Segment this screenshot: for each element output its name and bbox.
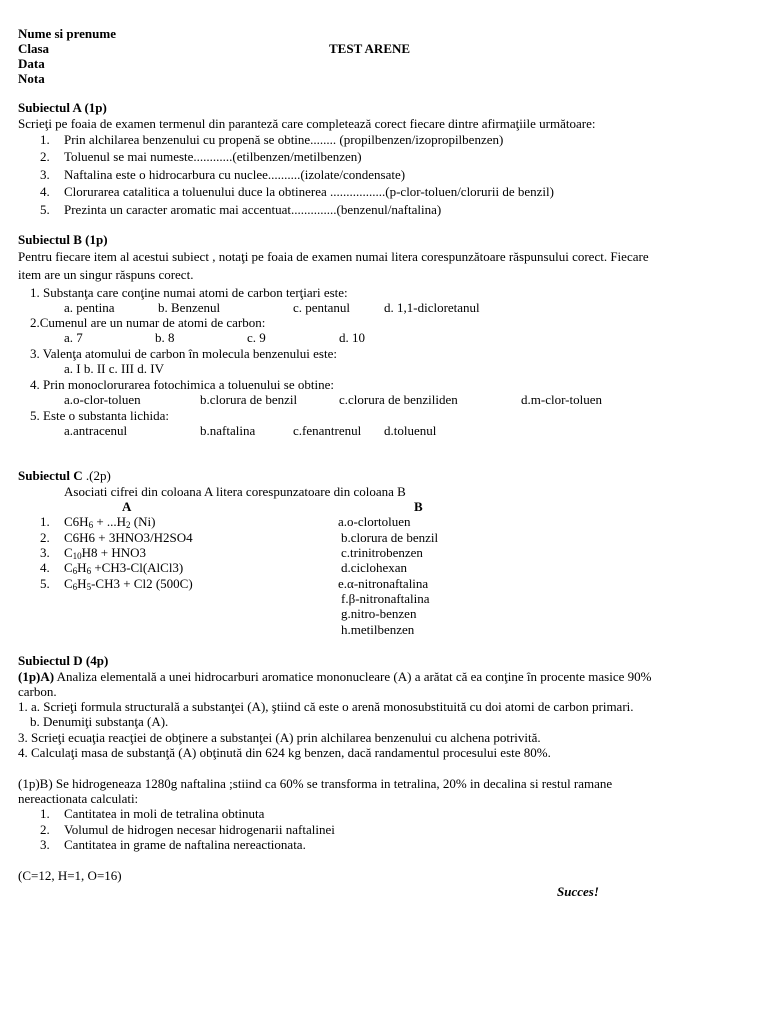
part-b-item-num: 1. — [40, 806, 50, 821]
section-a-item-num: 1. — [40, 132, 50, 147]
column-b-header: B — [414, 499, 423, 514]
section-a-instruction: Scrieţi pe foaia de examen termenul din paranteză care completează corect fiecare dintre afirmaţiile următoare: — [18, 116, 596, 131]
column-a-item: $C_6H_5-CH3 + Cl2$ (500C) — [64, 576, 193, 592]
part-a-question-1b: b. Denumiţi substanţa (A). — [30, 714, 169, 729]
section-a-item: Naftalina este o hidrocarbura cu nuclee..........(izolate/condensate) — [64, 167, 406, 182]
section-a-heading: Subiectul A (1p) — [18, 100, 107, 115]
date-label: Data — [18, 56, 45, 71]
option-d: d. 10 — [339, 330, 365, 345]
part-b-item-num: 3. — [40, 837, 50, 852]
option-b: b. 8 — [155, 330, 175, 345]
option-b: b. Benzenul — [158, 300, 221, 315]
column-b-item: d.ciclohexan — [341, 560, 408, 575]
option-a: a. 7 — [64, 330, 83, 345]
column-b-item: c.trinitrobenzen — [341, 545, 423, 560]
option-d: d.m-clor-toluen — [521, 392, 602, 407]
column-b-item: a.o-clortoluen — [338, 514, 411, 529]
page-title: TEST ARENE — [329, 41, 411, 56]
section-d-part-b: (1p)B) Se hidrogeneaza 1280g naftalina ;stiind ca 60% se transforma in tetralina, 20% in decalina si restul ramane — [18, 776, 613, 791]
column-a-item-tail: -CH3 + Cl2 (500C) — [91, 576, 193, 591]
option-d: d. 1,1-dicloretanul — [384, 300, 480, 315]
option-c: c. pentanul — [293, 300, 351, 315]
part-b-item: Volumul de hidrogen necesar hidrogenarii naftalinei — [64, 822, 335, 837]
section-d-part-a — [18, 669, 651, 684]
section-c-instruction: Asociati cifrei din coloana A litera corespunzatoare din coloana B — [64, 484, 406, 499]
part-b-item-num: 2. — [40, 822, 50, 837]
class-label: Clasa — [18, 41, 50, 56]
column-a-num: 1. — [40, 514, 50, 529]
column-b-item: b.clorura de benzil — [341, 530, 439, 545]
section-b-heading: Subiectul B (1p) — [18, 232, 108, 247]
column-a-num: 4. — [40, 560, 50, 575]
section-a-item-num: 3. — [40, 167, 50, 182]
option-c: c.clorura de benziliden — [339, 392, 458, 407]
name-label: Nume si prenume — [18, 26, 116, 41]
option-a: a.antracenul — [64, 423, 128, 438]
section-a-item: Prin alchilarea benzenului cu propenă se obtine........ (propilbenzen/izopropilbenzen) — [64, 132, 504, 147]
question-2: 2.Cumenul are un numar de atomi de carbon: — [30, 315, 266, 330]
column-a-item: C6H6 + 3HNO3/H2SO4 — [64, 530, 193, 545]
section-d-heading: Subiectul D (4p) — [18, 653, 109, 668]
question-4: 4. Prin monoclorurarea fotochimica a toluenului se obtine: — [30, 377, 334, 392]
option-b: b.naftalina — [200, 423, 256, 438]
column-a-item: $C_6H_6$ +CH3-Cl(AlCl3) — [64, 560, 184, 576]
question-5: 5. Este o substanta lichida: — [30, 408, 170, 423]
option-c: c. 9 — [247, 330, 266, 345]
option-a: a.o-clor-toluen — [64, 392, 141, 407]
question-1: 1. Substanţa care conţine numai atomi de carbon terţiari este: — [30, 285, 348, 300]
part-b-item: Cantitatea in moli de tetralina obtinuta — [64, 806, 265, 821]
section-b-instruction: item are un singur răspuns corect. — [18, 267, 194, 282]
column-a-num: 2. — [40, 530, 50, 545]
column-a-header: A — [122, 499, 132, 514]
column-a-item: $C_{10}H8 + HNO3$ — [64, 545, 147, 561]
option-c: c.fenantrenul — [293, 423, 362, 438]
question-3-options: a. I b. II c. III d. IV — [64, 361, 164, 376]
part-a-question-4: 4. Calculaţi masa de substanţă (A) obţinută din 624 kg benzen, dacă randamentul procesului este 80%. — [18, 745, 551, 760]
section-a-item: Toluenul se mai numeste............(etilbenzen/metilbenzen) — [64, 149, 362, 164]
closing-text: Succes! — [557, 884, 599, 899]
section-a-item-num: 5. — [40, 202, 50, 217]
atomic-masses: (C=12, H=1, O=16) — [18, 868, 122, 883]
grade-label: Nota — [18, 71, 45, 86]
section-a-item: Clorurarea catalitica a toluenului duce la obtinerea .................(p-clor-toluen/clorurii de benzil) — [64, 184, 554, 199]
part-a-label: (1p)A) — [18, 669, 55, 684]
column-a-num: 3. — [40, 545, 50, 560]
column-b-item: f.β-nitronaftalina — [341, 591, 430, 606]
part-a-question-3: 3. Scrieţi ecuaţia reacţiei de obţinere a substanţei (A) prin alchilarea benzenului cu alchena potrivită. — [18, 730, 541, 745]
section-a-item: Prezinta un caracter aromatic mai accentuat..............(benzenul/naftalina) — [64, 202, 442, 217]
question-3: 3. Valenţa atomului de carbon în molecula benzenului este: — [30, 346, 337, 361]
section-c-heading-label: Subiectul C — [18, 468, 83, 483]
section-b-instruction: Pentru fiecare item al acestui subiect , notaţi pe foaia de examen numai litera corespunzătoare răspunsului corect. Fiecare — [18, 249, 649, 264]
column-a-num: 5. — [40, 576, 50, 591]
column-b-item: h.metilbenzen — [341, 622, 415, 637]
option-a: a. pentina — [64, 300, 115, 315]
column-b-item: e.α-nitronaftalina — [338, 576, 429, 591]
section-a-item-num: 4. — [40, 184, 50, 199]
part-b-item: Cantitatea in grame de naftalina nereactionata. — [64, 837, 306, 852]
column-a-item: $C6H_6 + ...H_2$ (Ni) — [64, 514, 156, 530]
section-c-heading-points: .(2p) — [82, 468, 111, 483]
section-a-item-num: 2. — [40, 149, 50, 164]
section-c-heading — [18, 468, 111, 483]
part-a-question-1a: 1. a. Scrieţi formula structurală a substanţei (A), ştiind că este o arenă monosubstituită cu doi atomi de carbon primari. — [18, 699, 634, 714]
option-d: d.toluenul — [384, 423, 437, 438]
part-a-text: Analiza elementală a unei hidrocarburi aromatice mononucleare (A) a arătat că ea conţine în procente masice 90% — [54, 669, 652, 684]
section-d-part-a-cont: carbon. — [18, 684, 57, 699]
section-d-part-b-cont: nereactionata calculati: — [18, 791, 139, 806]
column-b-item: g.nitro-benzen — [341, 606, 417, 621]
option-b: b.clorura de benzil — [200, 392, 298, 407]
